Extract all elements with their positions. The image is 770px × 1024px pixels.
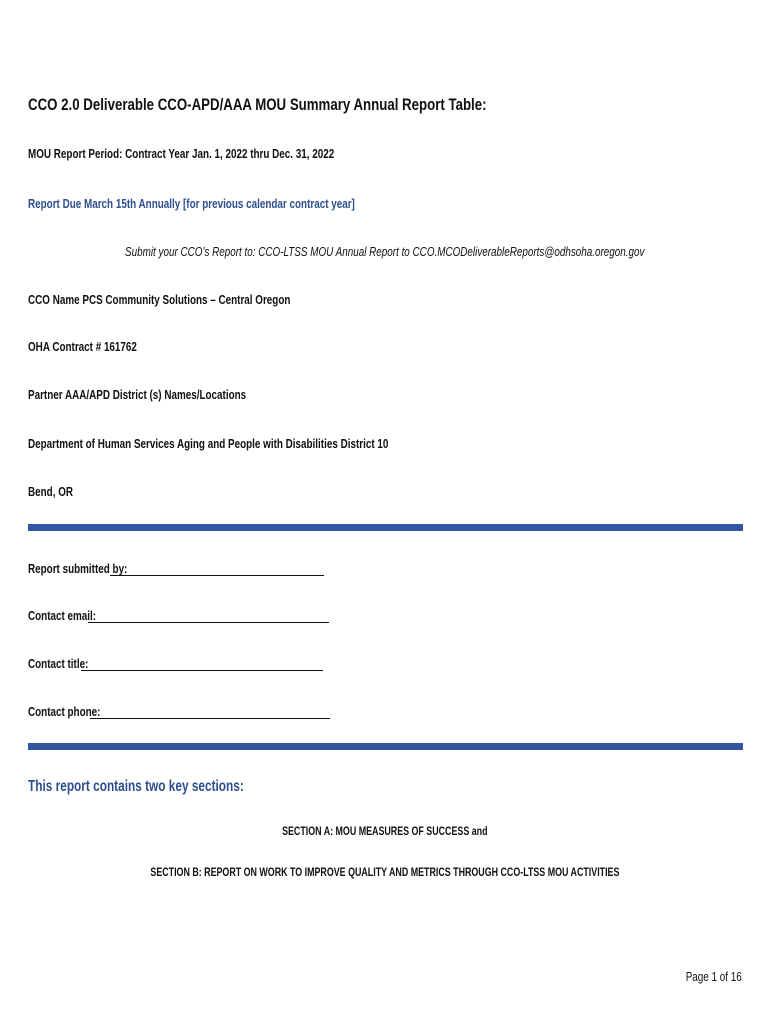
submitted-by-field[interactable] (28, 561, 328, 581)
section-divider-bottom (28, 743, 743, 750)
section-a-label: SECTION A: MOU MEASURES OF SUCCESS and (282, 824, 488, 838)
section-a-row (0, 823, 770, 839)
submitted-by-label: Report submitted by: (28, 561, 128, 576)
sections-heading: This report contains two key sections: (28, 778, 244, 795)
partner-location: Bend, OR (28, 484, 74, 499)
contact-email-field[interactable] (28, 608, 333, 628)
contact-title-label: Contact title: (28, 656, 89, 671)
report-period: MOU Report Period: Contract Year Jan. 1, 2022 thru Dec. 31, 2022 (28, 146, 335, 161)
report-due-notice: Report Due March 15th Annually [for previous calendar contract year] (28, 196, 355, 211)
submit-instructions: Submit your CCO’s Report to: CCO-LTSS MOU Annual Report to CCO.MCODeliverableReports@odhsoha.oregon.gov (125, 244, 645, 259)
partner-label: Partner AAA/APD District (s) Names/Locations (28, 387, 247, 402)
contact-phone-field[interactable] (28, 704, 333, 724)
contact-title-field[interactable] (28, 656, 328, 676)
contact-email-line[interactable] (88, 622, 329, 623)
oha-contract-number: OHA Contract # 161762 (28, 339, 137, 354)
section-b-label: SECTION B: REPORT ON WORK TO IMPROVE QUALITY AND METRICS THROUGH CCO-LTSS MOU ACTIVITIES (150, 865, 620, 879)
section-b-row (0, 864, 770, 880)
contact-phone-label: Contact phone: (28, 704, 101, 719)
document-title: CCO 2.0 Deliverable CCO-APD/AAA MOU Summary Annual Report Table: (28, 95, 487, 114)
cco-name: CCO Name PCS Community Solutions – Central Oregon (28, 292, 291, 307)
section-divider-top (28, 524, 743, 531)
contact-email-label: Contact email: (28, 608, 97, 623)
page-number: Page 1 of 16 (685, 969, 742, 984)
partner-name: Department of Human Services Aging and People with Disabilities District 10 (28, 436, 389, 451)
contact-phone-line[interactable] (90, 718, 330, 719)
submit-instructions-row (0, 244, 770, 260)
submitted-by-line[interactable] (110, 575, 324, 576)
contact-title-line[interactable] (81, 670, 323, 671)
